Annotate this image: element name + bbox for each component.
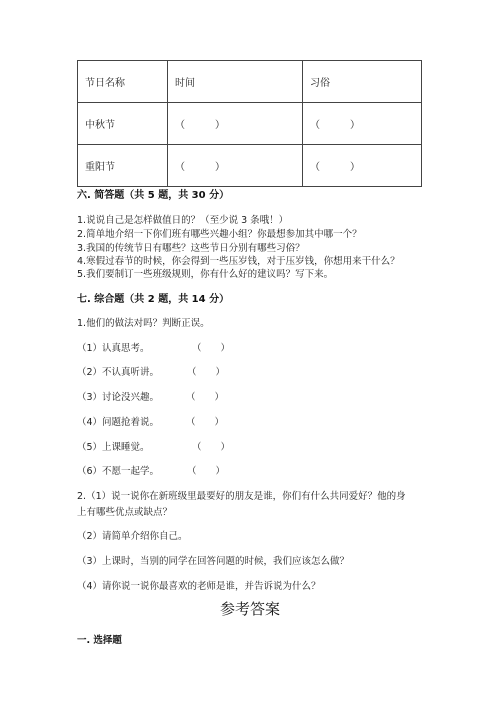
question-text: 1.他们的做法对吗？判断正误。: [77, 318, 210, 329]
section-6-heading: 六. 简答题（共 5 题，共 30 分）: [77, 190, 230, 201]
judgement-item: （1）认真思考。: [77, 343, 150, 354]
header-festival-name: 节日名称: [78, 61, 168, 103]
header-time: 时间: [168, 61, 303, 103]
question-text: 4.寒假过春节的时候，你会得到一些压岁钱，对于压岁钱，你想用来干什么？: [77, 256, 400, 267]
judgement-item: （2）不认真听讲。: [77, 367, 160, 378]
question-text: （3）上课时，当别的同学在回答问题的时候，我们应该怎么做？: [77, 556, 350, 567]
answer-blank: （ ）: [186, 392, 225, 403]
answer-section-1-heading: 一. 选择题: [77, 635, 122, 646]
table-row: [78, 145, 422, 187]
answer-blank: （ ）: [187, 466, 226, 477]
judgement-item: （3）讨论没兴趣。: [77, 392, 160, 403]
table-row: [78, 103, 422, 145]
header-custom: 习俗: [303, 61, 422, 103]
question-text: 3.我国的传统节日有哪些？这些节日分别有哪些习俗？: [77, 243, 305, 254]
custom-blank-cell: （ ）: [303, 145, 422, 187]
festival-name-cell: 中秋节: [78, 103, 168, 145]
question-text: 1.说说自己是怎样做值日的？（至少说 3 条哦！）: [77, 215, 289, 226]
section-7-heading: 七. 综合题（共 2 题，共 14 分）: [77, 294, 230, 305]
answer-blank: （ ）: [192, 343, 231, 354]
judgement-item: （6）不愿一起学。: [77, 466, 160, 477]
question-text: （4）请你说一说你最喜欢的老师是谁，并告诉说为什么？: [77, 581, 321, 592]
time-blank-cell: （ ）: [168, 103, 303, 145]
answer-key-title: 参考答案: [219, 600, 280, 618]
answer-blank: （ ）: [186, 417, 225, 428]
question-text: 5.我们要制订一些班级规则，你有什么好的建议吗？写下来。: [77, 269, 334, 280]
answer-blank: （ ）: [192, 442, 231, 453]
judgement-item: （5）上课睡觉。: [77, 442, 150, 453]
question-text: 上有哪些优点或缺点？: [77, 507, 173, 518]
festival-table: [77, 60, 422, 187]
judgement-item: （4）问题抢着说。: [77, 417, 160, 428]
question-text: 2.（1）说一说你在新班级里最要好的朋友是谁，你们有什么共同爱好？他的身: [77, 491, 406, 502]
answer-blank: （ ）: [187, 367, 226, 378]
question-text: 2.简单地介绍一下你们班有哪些兴趣小组？你最想参加其中哪一个？: [77, 229, 362, 240]
table-header-row: [78, 61, 422, 103]
festival-name-cell: 重阳节: [78, 145, 168, 187]
custom-blank-cell: （ ）: [303, 103, 422, 145]
question-text: （2）请简单介绍你自己。: [77, 531, 188, 542]
time-blank-cell: （ ）: [168, 145, 303, 187]
